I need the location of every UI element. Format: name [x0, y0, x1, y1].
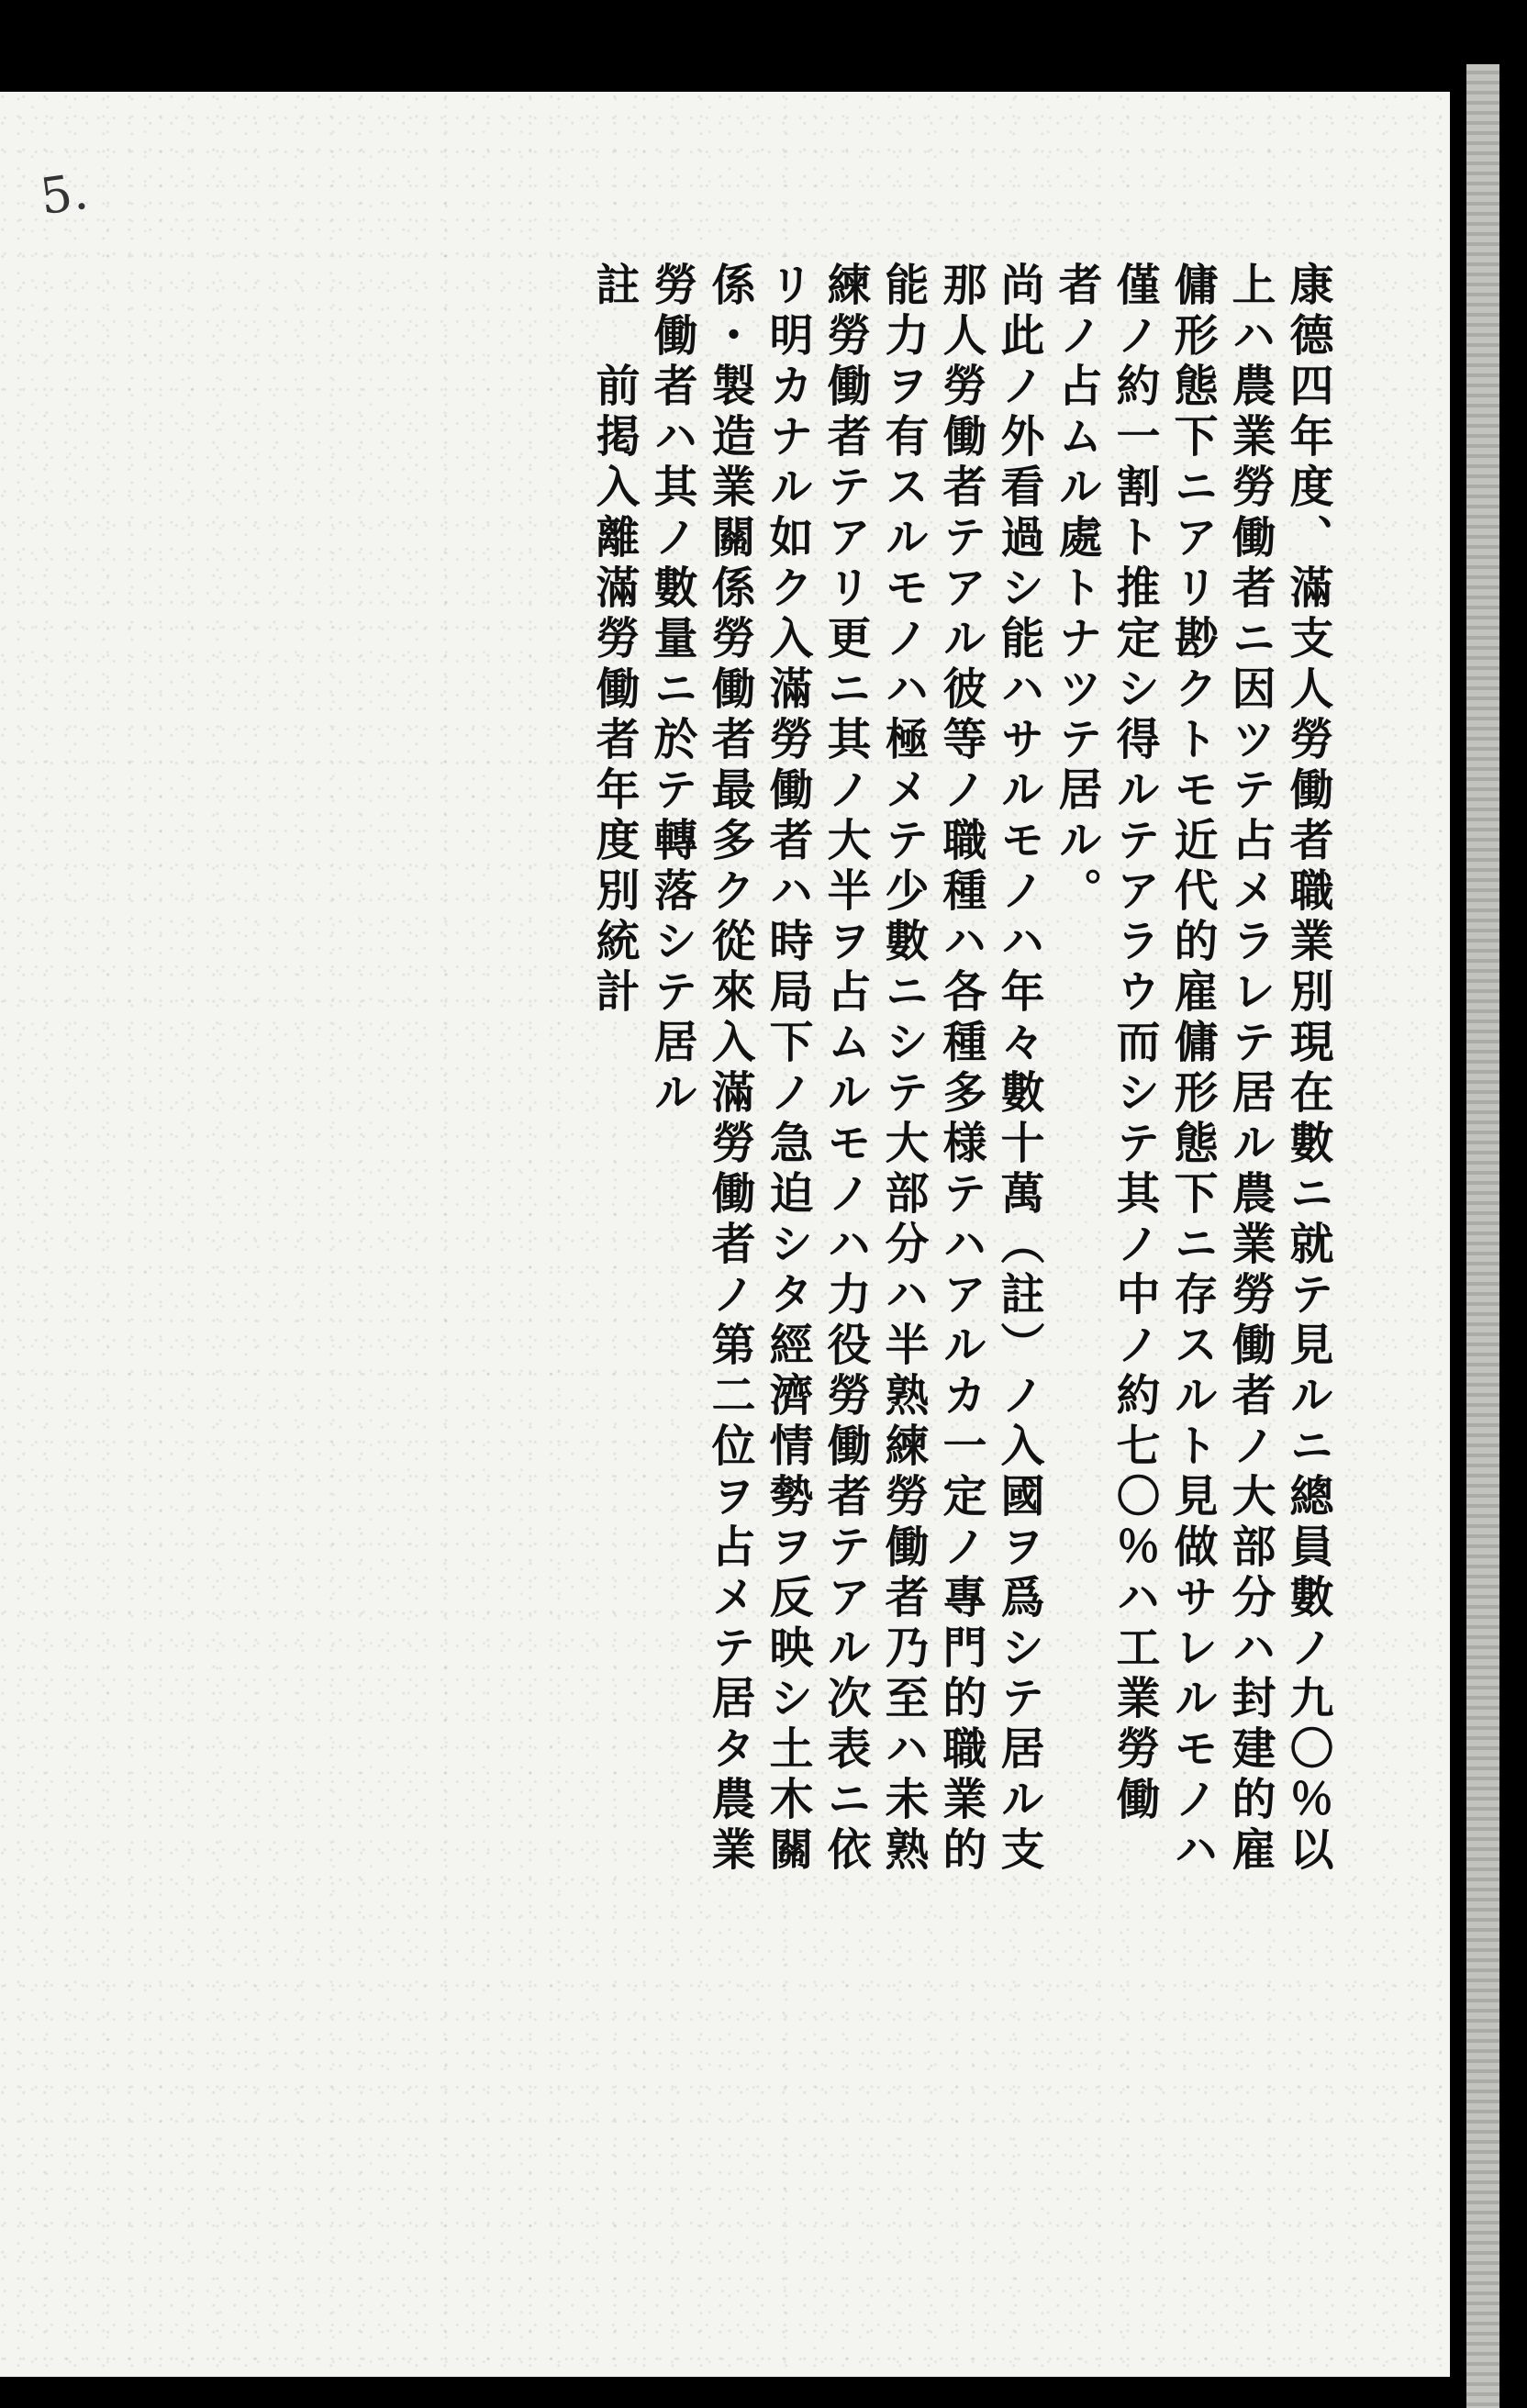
text-line-12: 勞働者ハ其ノ數量ニ於テ轉落シテ居ル	[646, 262, 697, 1120]
text-line-4: 僅ノ約一割ト推定シ得ルテアラウ而シテ其ノ中ノ約七〇％ハ工業勞働	[1109, 262, 1160, 1826]
text-line-8: 能力ヲ有スルモノハ極メテ少數ニシテ大部分ハ半熟練勞働者乃至ハ未熟	[877, 262, 929, 1877]
text-line-5: 者ノ占ムル處トナツテ居ル。	[1051, 262, 1102, 918]
page-edge	[1466, 64, 1499, 2408]
text-line-13-note: 註 前掲入離滿勞働者年度別統計	[588, 262, 640, 1019]
text-line-11: 係・製造業關係勞働者最多ク從來入滿勞働者ノ第二位ヲ占メテ居タ農業	[704, 262, 755, 1877]
text-line-10: リ明カナル如ク入滿勞働者ハ時局下ノ急迫シタ經濟情勢ヲ反映シ土木關	[762, 262, 813, 1877]
text-line-9: 練勞働者テアリ更ニ其ノ大半ヲ占ムルモノハ力役勞働者テアル次表ニ依	[819, 262, 871, 1877]
text-line-2: 上ハ農業勞働者ニ因ツテ占メラレテ居ル農業勞働者ノ大部分ハ封建的雇	[1224, 262, 1276, 1877]
text-line-7: 那人勞働者テアル彼等ノ職種ハ各種多様テハアルカ一定ノ專門的職業的	[935, 262, 986, 1877]
page-number: 5.	[36, 162, 92, 227]
text-line-1: 康德四年度、滿支人勞働者職業別現在數ニ就テ見ルニ總員數ノ九〇％以	[1282, 262, 1333, 1877]
text-line-3: 傭形態下ニアリ尠クトモ近代的雇傭形態下ニ存スルト見做サレルモノハ	[1166, 262, 1218, 1877]
text-line-6: 尚此ノ外看過シ能ハサルモノハ年々數十萬（註）ノ入國ヲ爲シテ居ル支	[993, 262, 1044, 1877]
vertical-text-block	[372, 262, 1335, 2198]
